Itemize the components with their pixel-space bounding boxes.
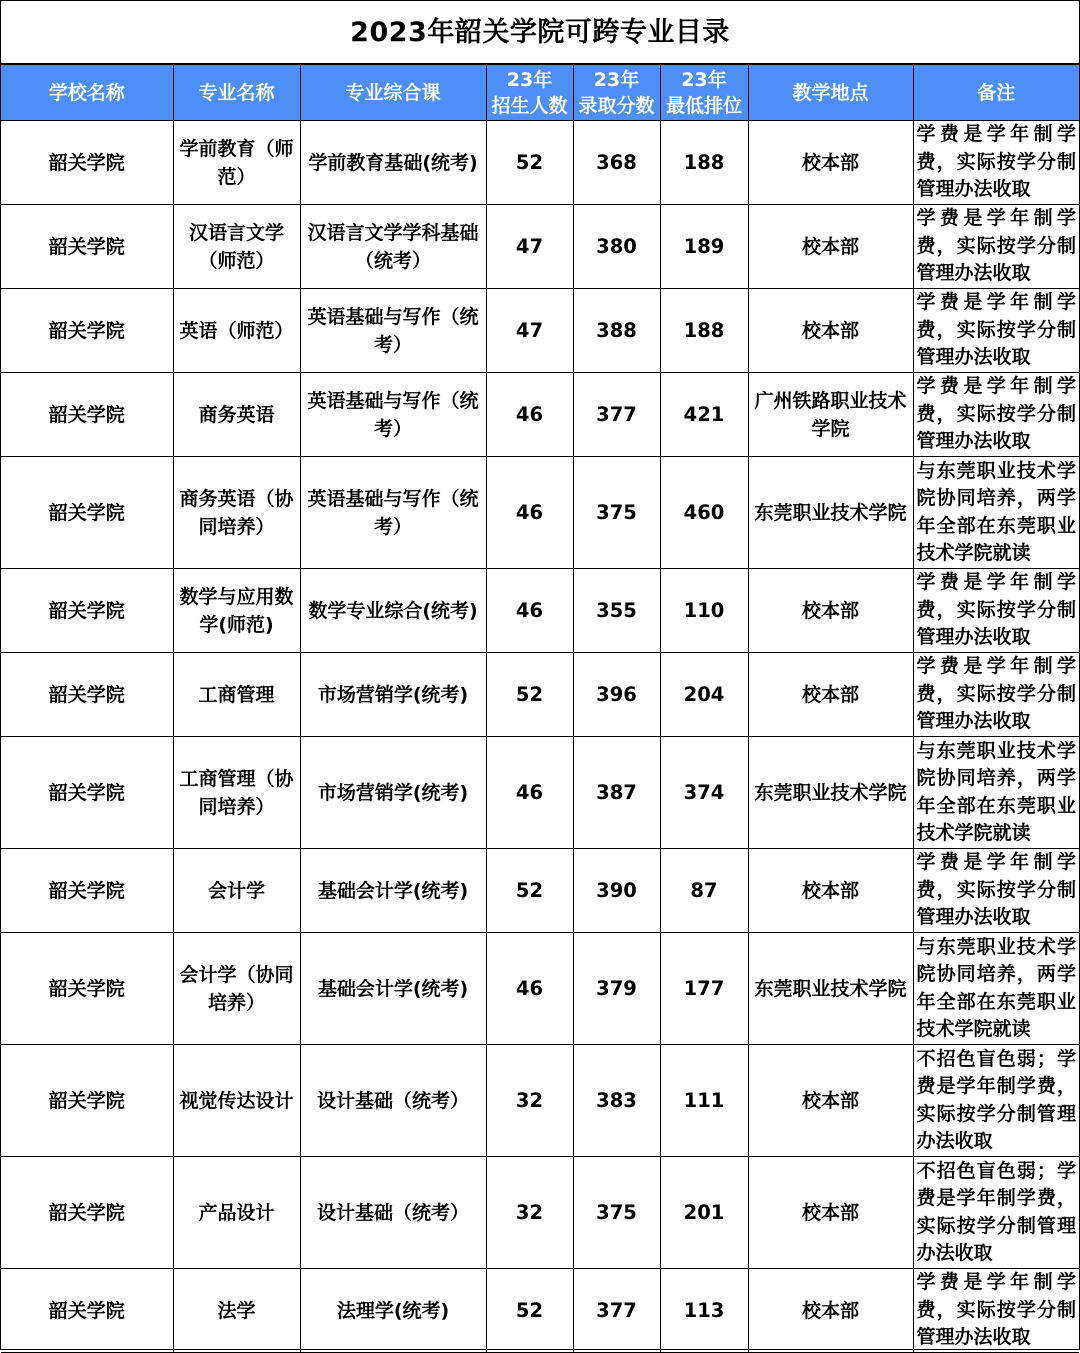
major-cell: 会计学 <box>173 849 300 933</box>
location-cell: 东莞职业技术学院 <box>748 933 913 1045</box>
score-cell: 375 <box>573 457 660 569</box>
school-cell: 韶关学院 <box>1 933 173 1045</box>
major-cell: 法学 <box>173 1269 300 1353</box>
course-cell: 数学专业综合(统考) <box>300 569 486 653</box>
table-row <box>1 1269 1079 1353</box>
school-cell: 韶关学院 <box>1 1157 173 1269</box>
header-note <box>913 65 1079 121</box>
school-cell: 韶关学院 <box>1 737 173 849</box>
location-cell: 校本部 <box>748 205 913 289</box>
table-row <box>1 569 1079 653</box>
rank-cell: 87 <box>660 849 748 933</box>
major-cell: 视觉传达设计 <box>173 1045 300 1157</box>
note-cell: 不招色盲色弱；学费是学年制学费，实际按学分制管理办法收取 <box>913 1157 1079 1269</box>
header-enroll <box>486 65 573 121</box>
header-label-line: 备注 <box>977 81 1016 104</box>
location-cell: 校本部 <box>748 653 913 737</box>
header-label-line: 23年 <box>506 68 553 91</box>
location-cell: 校本部 <box>748 1269 913 1353</box>
school-cell: 韶关学院 <box>1 121 173 205</box>
rank-cell: 113 <box>660 1269 748 1353</box>
major-cell: 汉语言文学（师范） <box>173 205 300 289</box>
rank-cell: 177 <box>660 933 748 1045</box>
course-cell: 英语基础与写作（统考） <box>300 289 486 373</box>
header-label-line: 专业综合课 <box>345 81 441 104</box>
enroll-cell: 32 <box>486 1157 573 1269</box>
rank-cell: 188 <box>660 289 748 373</box>
major-cell: 会计学（协同培养） <box>173 933 300 1045</box>
enroll-cell: 46 <box>486 569 573 653</box>
header-label-line: 23年 <box>681 68 727 91</box>
note-cell: 学费是学年制学费，实际按学分制管理办法收取 <box>913 121 1079 205</box>
header-label-line: 录取分数 <box>578 94 655 117</box>
school-cell: 韶关学院 <box>1 849 173 933</box>
location-cell: 校本部 <box>748 569 913 653</box>
header-score <box>573 65 660 121</box>
table-row <box>1 457 1079 569</box>
table-header-row <box>1 65 1079 121</box>
table-row <box>1 373 1079 457</box>
location-cell: 校本部 <box>748 1045 913 1157</box>
note-cell: 不招色盲色弱；学费是学年制学费，实际按学分制管理办法收取 <box>913 1045 1079 1157</box>
rank-cell: 110 <box>660 569 748 653</box>
note-cell: 学费是学年制学费，实际按学分制管理办法收取 <box>913 289 1079 373</box>
major-cell: 数学与应用数学(师范) <box>173 569 300 653</box>
enroll-cell: 47 <box>486 205 573 289</box>
header-major <box>173 65 300 121</box>
header-location <box>748 65 913 121</box>
header-course <box>300 65 486 121</box>
table-row <box>1 121 1079 205</box>
enroll-cell: 52 <box>486 121 573 205</box>
school-cell: 韶关学院 <box>1 205 173 289</box>
course-cell: 市场营销学(统考) <box>300 737 486 849</box>
header-school <box>1 65 173 121</box>
table-row <box>1 1157 1079 1269</box>
score-cell: 388 <box>573 289 660 373</box>
table-row <box>1 205 1079 289</box>
course-cell: 汉语言文学学科基础（统考） <box>300 205 486 289</box>
course-cell: 学前教育基础(统考) <box>300 121 486 205</box>
score-cell: 355 <box>573 569 660 653</box>
school-cell: 韶关学院 <box>1 1045 173 1157</box>
score-cell: 390 <box>573 849 660 933</box>
note-cell: 学费是学年制学费，实际按学分制管理办法收取 <box>913 849 1079 933</box>
header-label-line: 最低排位 <box>665 94 742 117</box>
location-cell: 校本部 <box>748 849 913 933</box>
major-cell: 产品设计 <box>173 1157 300 1269</box>
rank-cell: 201 <box>660 1157 748 1269</box>
location-cell: 校本部 <box>748 1157 913 1269</box>
table-row <box>1 653 1079 737</box>
major-table <box>1 64 1079 1353</box>
enroll-cell: 46 <box>486 457 573 569</box>
rank-cell: 111 <box>660 1045 748 1157</box>
note-cell: 与东莞职业技术学院协同培养，两学年全部在东莞职业技术学院就读 <box>913 737 1079 849</box>
score-cell: 396 <box>573 653 660 737</box>
header-rank <box>660 65 748 121</box>
header-label-line: 23年 <box>593 68 640 91</box>
rank-cell: 188 <box>660 121 748 205</box>
school-cell: 韶关学院 <box>1 569 173 653</box>
table-row <box>1 933 1079 1045</box>
note-cell: 与东莞职业技术学院协同培养，两学年全部在东莞职业技术学院就读 <box>913 457 1079 569</box>
course-cell: 法理学(统考) <box>300 1269 486 1353</box>
course-cell: 市场营销学(统考) <box>300 653 486 737</box>
enroll-cell: 46 <box>486 373 573 457</box>
header-label-line: 学校名称 <box>48 81 125 104</box>
location-cell: 校本部 <box>748 121 913 205</box>
enroll-cell: 52 <box>486 849 573 933</box>
note-cell: 学费是学年制学费，实际按学分制管理办法收取 <box>913 569 1079 653</box>
rank-cell: 189 <box>660 205 748 289</box>
school-cell: 韶关学院 <box>1 457 173 569</box>
course-cell: 设计基础（统考） <box>300 1157 486 1269</box>
rank-cell: 204 <box>660 653 748 737</box>
enroll-cell: 32 <box>486 1045 573 1157</box>
location-cell: 东莞职业技术学院 <box>748 457 913 569</box>
table-row <box>1 1045 1079 1157</box>
note-cell: 学费是学年制学费，实际按学分制管理办法收取 <box>913 1269 1079 1353</box>
course-cell: 英语基础与写作（统考） <box>300 457 486 569</box>
school-cell: 韶关学院 <box>1 373 173 457</box>
major-cell: 英语（师范） <box>173 289 300 373</box>
course-cell: 英语基础与写作（统考） <box>300 373 486 457</box>
rank-cell: 421 <box>660 373 748 457</box>
score-cell: 375 <box>573 1157 660 1269</box>
major-cell: 商务英语（协同培养） <box>173 457 300 569</box>
school-cell: 韶关学院 <box>1 289 173 373</box>
location-cell: 广州铁路职业技术学院 <box>748 373 913 457</box>
header-label-line: 专业名称 <box>198 81 275 104</box>
enroll-cell: 46 <box>486 933 573 1045</box>
enroll-cell: 52 <box>486 653 573 737</box>
note-cell: 与东莞职业技术学院协同培养，两学年全部在东莞职业技术学院就读 <box>913 933 1079 1045</box>
score-cell: 379 <box>573 933 660 1045</box>
major-cell: 工商管理（协同培养） <box>173 737 300 849</box>
location-cell: 东莞职业技术学院 <box>748 737 913 849</box>
note-cell: 学费是学年制学费，实际按学分制管理办法收取 <box>913 373 1079 457</box>
school-cell: 韶关学院 <box>1 653 173 737</box>
score-cell: 377 <box>573 1269 660 1353</box>
rank-cell: 374 <box>660 737 748 849</box>
course-cell: 基础会计学(统考) <box>300 849 486 933</box>
course-cell: 基础会计学(统考) <box>300 933 486 1045</box>
score-cell: 383 <box>573 1045 660 1157</box>
course-cell: 设计基础（统考） <box>300 1045 486 1157</box>
score-cell: 380 <box>573 205 660 289</box>
major-cell: 商务英语 <box>173 373 300 457</box>
location-cell: 校本部 <box>748 289 913 373</box>
major-cell: 学前教育（师范） <box>173 121 300 205</box>
header-label-line: 招生人数 <box>491 94 568 117</box>
table-row <box>1 849 1079 933</box>
enroll-cell: 52 <box>486 1269 573 1353</box>
score-cell: 368 <box>573 121 660 205</box>
table-body <box>1 121 1079 1353</box>
school-cell: 韶关学院 <box>1 1269 173 1353</box>
table-row <box>1 737 1079 849</box>
score-cell: 387 <box>573 737 660 849</box>
enroll-cell: 46 <box>486 737 573 849</box>
major-cell: 工商管理 <box>173 653 300 737</box>
table-row <box>1 289 1079 373</box>
page-title: 2023年韶关学院可跨专业目录 <box>1 1 1079 64</box>
score-cell: 377 <box>573 373 660 457</box>
note-cell: 学费是学年制学费，实际按学分制管理办法收取 <box>913 205 1079 289</box>
enroll-cell: 47 <box>486 289 573 373</box>
header-label-line: 教学地点 <box>792 81 869 104</box>
note-cell: 学费是学年制学费，实际按学分制管理办法收取 <box>913 653 1079 737</box>
rank-cell: 460 <box>660 457 748 569</box>
